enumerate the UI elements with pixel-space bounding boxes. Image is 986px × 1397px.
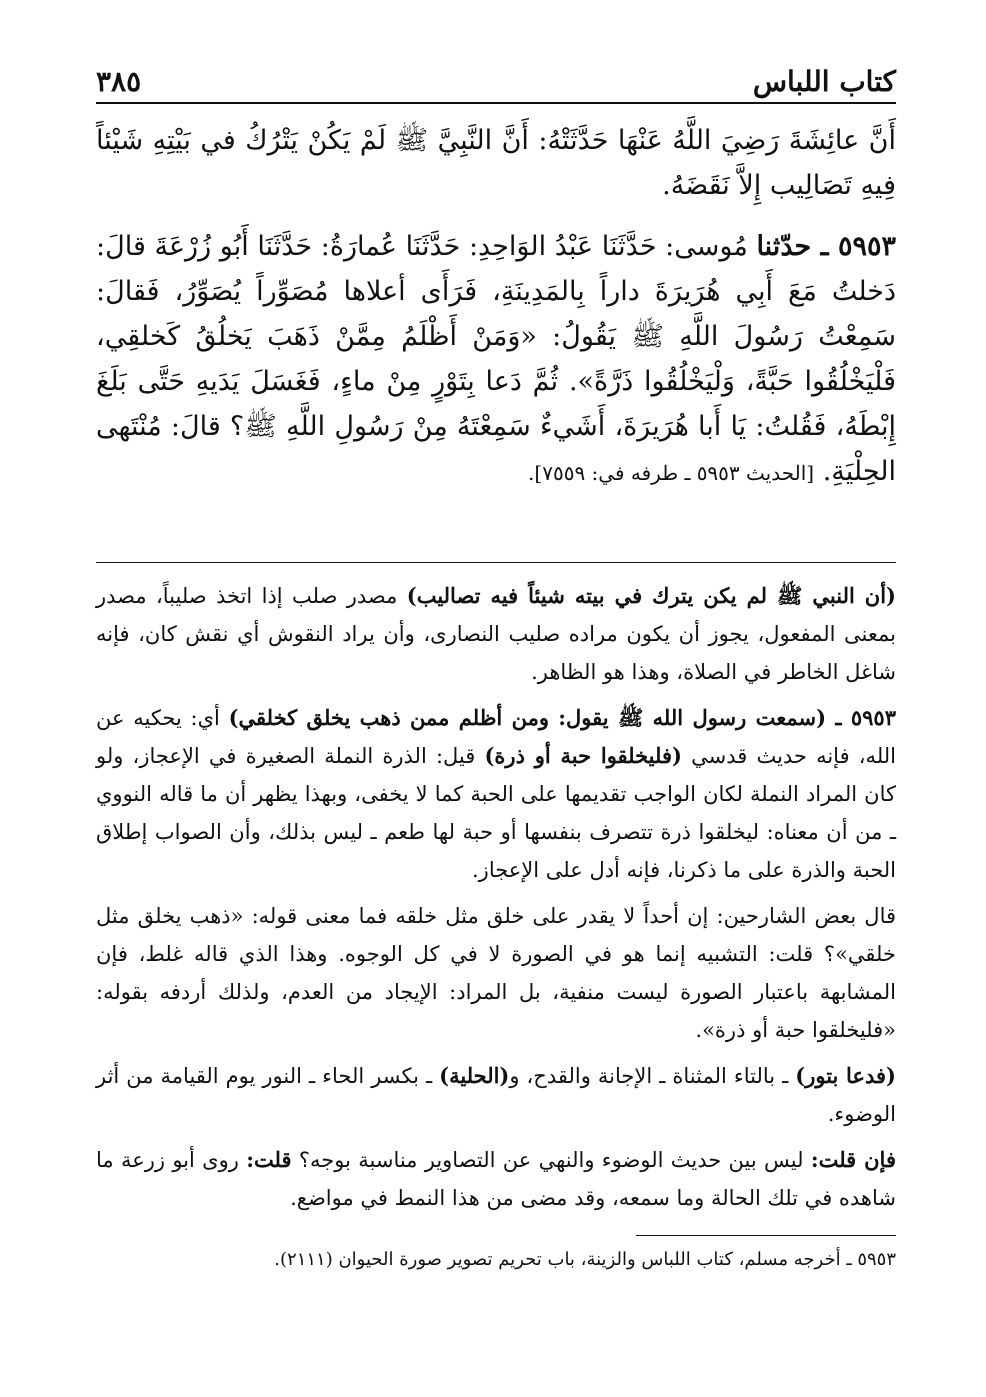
- commentary-text: ـ بالتاء المثناة ـ الإجانة والقدح، و: [509, 1064, 796, 1088]
- commentary-text: مصدر صلب إذا اتخذ صليباً، مصدر بمعنى المفعول، يجوز أن يكون مراده صليب النصارى، وأن يراد النقوش أي نقش كان، فإنه شاغل الخاطر في الصلاة، وهذا هو الظاهر.: [96, 584, 896, 684]
- footnote: ٥٩٥٣ ـ أخرجه مسلم، كتاب اللباس والزينة، باب تحريم تصوير صورة الحيوان (٢١١١).: [274, 1249, 896, 1270]
- hadith-body: مُوسى: حَدَّثَنَا عَبْدُ الوَاحِدِ: حَدَّثَنَا عُمارَةُ: حَدَّثَنَا أَبُو زُرْعَةَ قالَ: دَخلتُ مَعَ أَبِي هُرَيرَةَ داراً بِالمَدِينَةِ، فَرَأَى أعلاها مُصَوِّراً يُصَوِّرُ، فَقالَ: سَمِعْتُ رَسُولَ اللَّهِ ﷺ يَقُولُ: «وَمَنْ أَظْلَمُ مِمَّنْ ذَهَبَ يَخلُقُ كَخلقِي، فَلْيَخْلُقُوا حَبَّةً، وَلْيَخْلُقُوا ذَرَّةً». ثُمَّ دَعا بِتَوْرٍ مِنْ ماءٍ، فَغَسَلَ يَدَيهِ حَتَّى بَلَغَ إِبْطَهُ، فَقُلتُ: يَا أَبا هُرَيرَةَ، أَشَيءٌ سَمِعْتَهُ مِنْ رَسُولِ اللَّهِ ﷺ؟ قالَ: مُنْتَهى الحِلْيَةِ.: [96, 231, 896, 487]
- commentary-text: قيل: الذرة النملة الصغيرة في الإعجاز، ولو كان المراد النملة لكان الواجب تقديمها على الحبة كما لا يخفى، وبهذا يظهر أن ما قاله النووي ـ من أن معناه: ليخلقوا ذرة تتصرف بنفسها أو حبة لها طعم ـ ليس بذلك، وأن الصواب إطلاق الحبة والذرة على ما ذكرنا، فإنه أدل على الإعجاز.: [96, 744, 896, 882]
- commentary-lemma: (أن النبي ﷺ لم يكن يترك في بيته شيئاً فيه تصاليب): [406, 583, 896, 608]
- header-rule: [96, 102, 896, 104]
- commentary-lemma: فإن قلت:: [810, 1147, 896, 1172]
- commentary-paragraph: [96, 577, 896, 691]
- commentary-text: أي: يحكيه عن الله، فإنه حديث قدسي: [96, 706, 897, 768]
- commentary-paragraph: [96, 1141, 896, 1217]
- commentary-text: ـ بكسر الحاء ـ النور يوم القيامة من أثر الوضوء.: [96, 1064, 896, 1126]
- commentary-paragraph: [96, 699, 896, 889]
- commentary-lemma: ٥٩٥٣ ـ (سمعت رسول الله ﷺ يقول: ومن أظلم ممن ذهب يخلق كخلقي): [228, 705, 896, 730]
- matn-paragraph: أَنَّ عائِشَةَ رَضِيَ اللَّهُ عَنْهَا حَدَّثَتْهُ: أَنَّ النَّبِيَّ ﷺ لَمْ يَكُنْ يَتْرُكُ في بَيْتِهِ شَيْئاً فِيهِ تَصَالِيب إِلاَّ نَقَضَهُ.: [96, 125, 896, 201]
- hadith-5953: [96, 224, 896, 496]
- chapter-title: كتاب اللباس: [752, 65, 896, 98]
- commentary-divider: [96, 562, 896, 563]
- commentary-text: روى أبو زرعة ما شاهده في تلك الحالة وما سمعه، وقد مضى من هذا النمط في مواضع.: [96, 1148, 896, 1210]
- hadith-number: ٥٩٥٣ ـ حدّثنا: [756, 231, 897, 262]
- commentary-lemma: قلت:: [246, 1147, 292, 1172]
- commentary-lemma: (الحلية): [439, 1063, 510, 1088]
- page-header: [96, 50, 896, 98]
- footnote-divider: [636, 1235, 896, 1236]
- commentary-text: ليس بين حديث الوضوء والنهي عن التصاوير مناسبة بوجه؟: [291, 1148, 811, 1172]
- commentary-lemma: (فليخلقوا حبة أو ذرة): [484, 743, 682, 768]
- hadith-reference: [الحديث ٥٩٥٣ ـ طرفه في: ٧٥٥٩].: [528, 461, 815, 485]
- book-page: [96, 50, 896, 1276]
- page-number: ٣٨٥: [96, 65, 142, 98]
- commentary-block: [96, 577, 896, 1217]
- commentary-lemma: (فدعا بتور): [795, 1063, 896, 1088]
- commentary-paragraph: [96, 1057, 896, 1133]
- commentary-paragraph: قال بعض الشارحين: إن أحداً لا يقدر على خلق مثل خلقه فما معنى قوله: «ذهب يخلق مثل خلقي»؟ قلت: التشبيه إنما هو في الصورة لا في كل الوجوه. وهذا الذي قاله غلط، فإن المشابهة باعتبار الصورة ليست منفية، بل المراد: الإيجاد من العدم، ولذلك أردفه بقوله: «فليخلقوا حبة أو ذرة».: [96, 904, 896, 1042]
- hadith-text-block: [96, 118, 896, 496]
